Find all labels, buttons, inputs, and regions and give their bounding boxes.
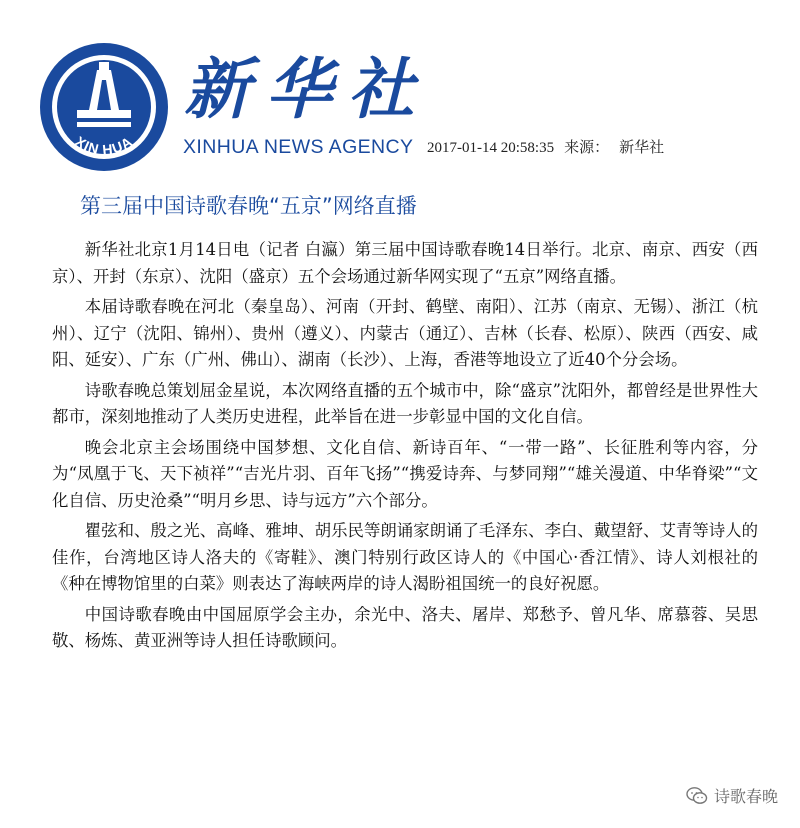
brand-name-chinese: 新华社 [184, 50, 430, 128]
article-paragraph: 晚会北京主会场围绕中国梦想、文化自信、新诗百年、“一带一路”、长征胜利等内容，分为“凤凰于飞、天下祯祥”“吉光片羽、百年飞扬”“携爱诗奔、与梦同翔”“雄关漫道、中华脊梁”“文化自信、历史沧桑”“明月乡思、诗与远方”六个部分。 [52, 437, 758, 510]
article-body [52, 237, 758, 659]
publish-datetime: 2017-01-14 20:58:35 [427, 140, 555, 156]
watermark [686, 784, 778, 807]
source-label: 来源： [564, 140, 610, 156]
article-paragraph: 本届诗歌春晚在河北（秦皇岛）、河南（开封、鹤壁、南阳）、江苏（南京、无锡）、浙江（杭州）、辽宁（沈阳、锦州）、贵州（遵义）、内蒙古（通辽）、吉林（长春、松原）、陕西（西安、咸阳、延安）、广东（广州、佛山）、湖南（长沙）、上海，香港等地设立了近40个分会场。 [52, 297, 758, 369]
wechat-icon [686, 786, 708, 806]
article-paragraph: 瞿弦和、殷之光、高峰、雅坤、胡乐民等朗诵家朗诵了毛泽东、李白、戴望舒、艾青等诗人的佳作，台湾地区诗人洛夫的《寄鞋》、澳门特别行政区诗人的《中国心·香江情》、诗人刘根社的《种在博物馆里的白菜》则表达了海峡两岸的诗人渴盼祖国统一的良好祝愿。 [52, 521, 758, 593]
header [0, 0, 800, 180]
watermark-text: 诗歌春晚 [713, 787, 778, 806]
article-paragraph: 诗歌春晚总策划屈金星说，本次网络直播的五个城市中，除“盛京”沈阳外，都曾经是世界性大都市，深刻地推动了人类历史进程，此举旨在进一步彰显中国的文化自信。 [52, 380, 758, 426]
article-paragraph: 中国诗歌春晚由中国屈原学会主办，余光中、洛夫、屠岸、郑愁予、曾凡华、席慕蓉、吴思敬、杨炼、黄亚洲等诗人担任诗歌顾问。 [52, 604, 758, 650]
article-title: 第三届中国诗歌春晚“五京”网络直播 [80, 194, 417, 218]
logo-text: XIN HUA [72, 132, 136, 158]
article-meta [427, 141, 674, 156]
article-paragraph: 新华社北京1月14日电（记者 白瀛）第三届中国诗歌春晚14日举行。北京、南京、西安（西京）、开封（东京）、沈阳（盛京）五个会场通过新华网实现了“五京”网络直播。 [52, 240, 758, 286]
source-value: 新华社 [619, 140, 665, 156]
xinhua-logo [37, 40, 171, 174]
brand-name-english: XINHUA NEWS AGENCY [183, 136, 414, 158]
